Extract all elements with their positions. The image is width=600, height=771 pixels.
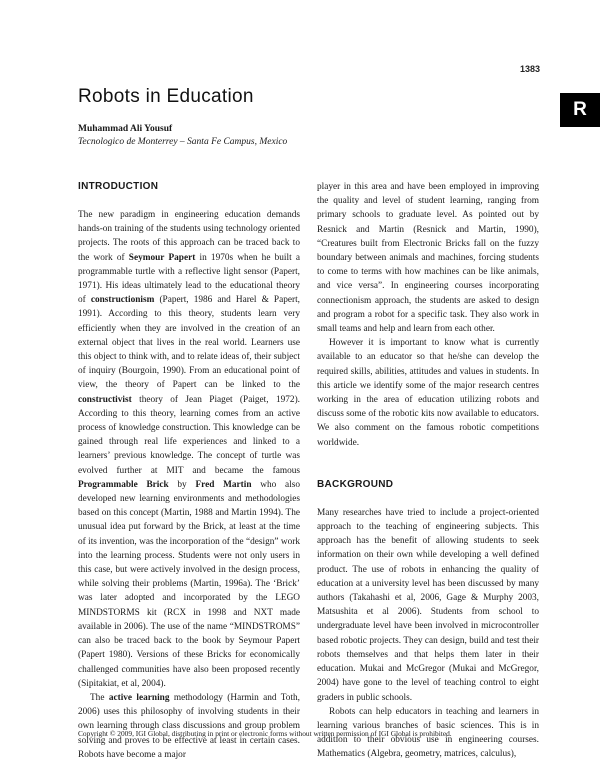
background-heading: BACKGROUND [317,478,394,490]
introduction-paragraph-1: The new paradigm in engineering education demands hands-on training of the students using technology oriented projects. The roots of this approach can be traced back to the work of Seymour Papert in 1970s when he built a programmable turtle with a reflective light sensor (Papert, 1971). His ideas ultimately lead to the educational theory of constructionism (Papert, 1986 and Harel & Papert, 1991). According to this theory, students learn very efficiently when they are involved in the creation of an external object that lives in the real world. Learners use this object to think with, and to relate ideas of, their subject of inquiry (Bourgoin, 1990). From an educational point of view, the theory of Papert can be linked to the constructivist theory of Jean Piaget (Paiget, 1972). According to this theory, learning comes from an active process of knowledge construction. This knowledge can be gained through real life experiences and linked to a learners’ previous knowledge. The concept of turtle was evolved further at MIT and became the famous Programmable Brick by Fred Martin who also developed new learning environments and methodologies based on this concept (Martin, 1988 and Martin 1994). The unusual idea put forward by the Brick, at least at the time of its invention, was the incorporation of the “design” work into the learning process. Students were not only users in this case, but were actively involved in the design process, while solving their problems (Martin, 1996a). The ‘Brick’ was later adopted and incorporated by the LEGO MINDSTORMS kit (RCX in 1998 and NXT made available in 2006). The use of the name “MINDSTROMS” can also be traced back to the book by Seymour Papert (Papert 1980). Versions of these Bricks for economically challenged communities have also been proposed recently (Sipitakiat, et al, 2004). [78,210,300,689]
background-paragraph-2: Robots can help educators in teaching and learners in learning various branches of basic sciences. This is in addition to their obvious use in engineering courses. Mathematics (Algebra, geometry, matrices, calculus), [317,706,539,760]
article-title: Robots in Education [78,86,254,107]
introduction-paragraph-4: However it is important to know what is currently available to an educator so that he/she can develop the required skills, abilities, attitudes and values in students. In this article we identify some of the major research centres working in the area of education utilizing robots and discuss some of the robotic kits now available to educators. We also comment on the famous robotic competitions worldwide. [317,338,539,448]
left-column [78,180,300,762]
author-name: Muhammad Ali Yousuf [78,124,173,134]
introduction-paragraph-3: player in this area and have been employed in improving the quality and level of student learning, ranging from primary schools to graduate level. As pointed out by Resnick and Martin (Resnick and Martin, 1990), “Creatures built from Electronic Bricks fall on the fuzzy boundary between animals and machines, forcing students to come to terms with how machines can be like animals, and vice versa”. In engineering courses incorporating connectionism approach, the students are asked to design and program a robot for a specific task. They also work in small teams and help and learn from each other. [317,182,539,335]
page-number: 1383 [519,64,540,74]
copyright-footer: Copyright © 2009, IGI Global, distributing in print or electronic forms without written permission of IGI Global is prohibited. [78,729,452,738]
author-affiliation: Tecnologico de Monterrey – Santa Fe Campus, Mexico [78,137,288,147]
introduction-paragraph-2: The active learning methodology (Harmin and Toth, 2006) uses this philosophy of involving students in their own learning through class discussions and group problem solving and proves to be effective at least in certain cases. Robots have become a major [78,692,300,760]
section-tab-letter: R [560,93,600,127]
introduction-heading: INTRODUCTION [78,181,159,192]
right-column [317,180,539,762]
background-paragraph-1: Many researches have tried to include a project-oriented approach to the teaching of engineering subjects. This approach has the benefit of allowing students to seek information on their own while developing a well defined product. The use of robots in enhancing the quality of education at a university level has been discussed by many authors (Takahashi et al, 2006, Gage & Murphy 2003, Matsushita et al 2006). Students from school to undergraduate level have been involved in microcontroller based robotic projects. They can design, build and test their robots themselves and that helps them later in their education. Mukai and McGregor (Mukai and McGregor, 2004) have gone to the level of teaching control to eight graders in public schools. [317,507,539,703]
